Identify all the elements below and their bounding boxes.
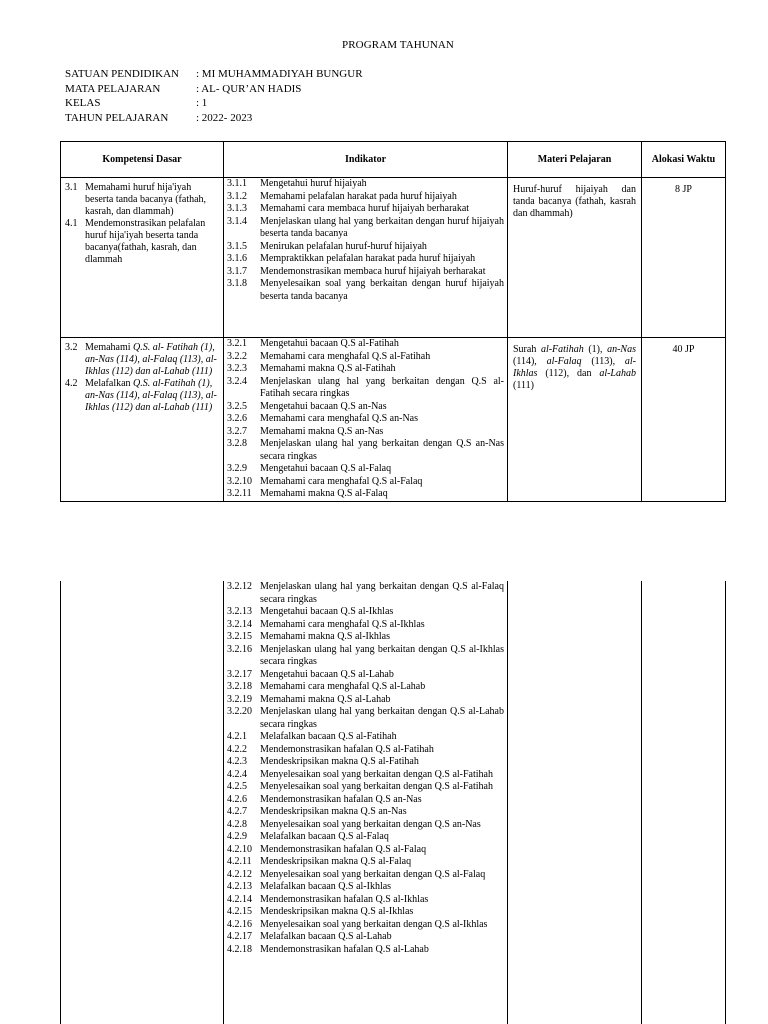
info-value: : 1 (196, 97, 208, 109)
indikator-item (227, 351, 504, 364)
indikator-number: 3.1.5 (227, 240, 247, 252)
info-label: MATA PELAJARAN (65, 82, 161, 95)
table-row (61, 581, 726, 1024)
indikator-text: Mendeskripsikan makna Q.S al-Fatihah (260, 756, 419, 767)
indikator-text: Memahami makna Q.S al-Falaq (260, 488, 388, 499)
indikator-item (227, 488, 504, 501)
materi-cell (508, 338, 642, 502)
kd-text: Memahami Q.S. al- Fatihah (1), an-Nas (114), al-Falaq (113), al-Ikhlas (112) dan al-Lahab (111) (85, 342, 217, 377)
indikator-item (227, 216, 504, 241)
indikator-text: Menyelesaikan soal yang berkaitan dengan huruf hijaiyah beserta tanda bacanya (260, 278, 504, 302)
info-label: SATUAN PENDIDIKAN (65, 68, 179, 80)
indikator-number: 3.1.8 (227, 278, 247, 289)
indikator-number: 4.2.13 (227, 881, 252, 892)
indikator-number: 3.2.19 (227, 693, 252, 705)
indikator-number: 3.2.1 (227, 338, 247, 349)
indikator-item (227, 438, 504, 463)
indikator-item (227, 906, 504, 919)
indikator-item (227, 731, 504, 744)
indikator-text: Mendeskripsikan makna Q.S al-Ikhlas (260, 906, 414, 917)
indikator-cell (224, 581, 508, 1024)
header-materi: Materi Pelajaran (508, 142, 642, 178)
indikator-number: 3.1.2 (227, 190, 247, 202)
alokasi-cell (642, 581, 726, 1024)
indikator-number: 4.2.18 (227, 943, 252, 955)
indikator-item (227, 706, 504, 731)
indikator-text: Memahami makna Q.S al-Ikhlas (260, 631, 390, 642)
document-title: PROGRAM TAHUNAN (342, 39, 454, 51)
kd-item (65, 218, 217, 266)
materi-text: Surah al-Fatihah (1), an-Nas (114), al-Falaq (113), al-Ikhlas (112), dan al-Lahab (111) (513, 344, 636, 391)
indikator-number: 3.2.7 (227, 425, 247, 437)
indikator-number: 3.2.12 (227, 581, 252, 592)
kd-item (65, 378, 217, 414)
kd-text: Melafalkan Q.S. al-Fatihah (1), an-Nas (114), al-Falaq (113), al-Ikhlas (112) dan al-Lahab (111) (85, 378, 217, 413)
indikator-number: 4.2.17 (227, 931, 252, 942)
indikator-number: 4.2.12 (227, 868, 252, 880)
indikator-number: 3.2.17 (227, 668, 252, 680)
indikator-number: 4.2.8 (227, 818, 247, 830)
indikator-item (227, 831, 504, 844)
indikator-text: Mengetahui bacaan Q.S al-Falaq (260, 463, 392, 474)
indikator-text: Mengetahui bacaan Q.S al-Lahab (260, 668, 394, 680)
indikator-text: Mengetahui bacaan Q.S al-Fatihah (260, 338, 399, 349)
indikator-number: 3.1.6 (227, 253, 247, 264)
kd-cell (61, 178, 224, 338)
indikator-text: Mempraktikkan pelafalan harakat pada huruf hijaiyah (260, 253, 476, 264)
indikator-cell (224, 178, 508, 338)
indikator-text: Memahami cara menghafal Q.S al-Falaq (260, 475, 423, 487)
indikator-number: 3.2.6 (227, 413, 247, 424)
indikator-number: 4.2.6 (227, 793, 247, 805)
indikator-number: 4.2.5 (227, 781, 247, 792)
indikator-text: Mendeskripsikan makna Q.S al-Falaq (260, 856, 412, 867)
indikator-text: Memahami makna Q.S al-Fatihah (260, 363, 396, 374)
indikator-number: 4.2.10 (227, 843, 252, 855)
kd-number: 3.1 (65, 182, 78, 193)
indikator-item (227, 931, 504, 944)
kd-text: Memahami huruf hija'iyah beserta tanda bacanya (fathah, kasrah, dan dlammah) (85, 182, 207, 217)
kd-number: 4.1 (65, 218, 78, 229)
indikator-number: 4.2.9 (227, 831, 247, 842)
indikator-item (227, 266, 504, 279)
indikator-number: 3.2.14 (227, 618, 252, 630)
indikator-number: 3.2.11 (227, 488, 252, 499)
indikator-text: Menjelaskan ulang hal yang berkaitan dengan Q.S an-Nas secara ringkas (260, 438, 504, 462)
alokasi-cell (642, 178, 726, 338)
indikator-text: Menjelaskan ulang hal yang berkaitan dengan Q.S al-Fatihah secara ringkas (260, 375, 504, 399)
indikator-number: 4.2.15 (227, 906, 252, 917)
indikator-item (227, 413, 504, 426)
indikator-number: 3.2.2 (227, 350, 247, 362)
indikator-text: Menjelaskan ulang hal yang berkaitan dengan Q.S al-Falaq secara ringkas (260, 581, 504, 605)
indikator-cell (224, 338, 508, 502)
indikator-number: 3.2.9 (227, 463, 247, 474)
program-table (60, 141, 726, 502)
kd-number: 3.2 (65, 342, 78, 353)
indikator-item (227, 769, 504, 782)
indikator-item (227, 191, 504, 204)
indikator-number: 3.1.4 (227, 215, 247, 227)
info-value: : MI MUHAMMADIYAH BUNGUR (196, 68, 363, 80)
indikator-item (227, 463, 504, 476)
indikator-item (227, 338, 504, 351)
indikator-number: 3.2.13 (227, 606, 252, 617)
indikator-item (227, 631, 504, 644)
indikator-number: 3.2.3 (227, 363, 247, 374)
materi-cell (508, 581, 642, 1024)
indikator-number: 3.2.16 (227, 643, 252, 655)
indikator-item (227, 363, 504, 376)
indikator-number: 4.2.11 (227, 856, 252, 867)
alokasi-cell (642, 338, 726, 502)
indikator-item (227, 744, 504, 757)
indikator-item (227, 794, 504, 807)
indikator-number: 3.2.8 (227, 438, 247, 449)
indikator-number: 3.1.1 (227, 178, 247, 189)
table-row (61, 338, 726, 502)
indikator-item (227, 178, 504, 191)
indikator-item (227, 756, 504, 769)
indikator-text: Memahami pelafalan harakat pada huruf hijaiyah (260, 190, 457, 202)
indikator-text: Menjelaskan ulang hal yang berkaitan dengan Q.S al-Ikhlas secara ringkas (260, 643, 504, 667)
indikator-text: Mendemonstrasikan hafalan Q.S al-Falaq (260, 843, 427, 855)
indikator-text: Memahami cara menghafal Q.S al-Lahab (260, 681, 426, 692)
indikator-item (227, 781, 504, 794)
header-indikator: Indikator (224, 142, 508, 178)
indikator-text: Melafalkan bacaan Q.S al-Falaq (260, 831, 389, 842)
indikator-text: Menirukan pelafalan huruf-huruf hijaiyah (260, 240, 427, 252)
indikator-text: Menjelaskan ulang hal yang berkaitan dengan Q.S al-Lahab secara ringkas (260, 706, 504, 730)
indikator-text: Mendemonstrasikan membaca huruf hijaiyah berharakat (260, 265, 486, 277)
kd-text: Mendemonstrasikan pelafalan huruf hija'iyah beserta tanda bacanya(fathah, kasrah, dan dlammah (85, 218, 206, 265)
indikator-text: Menyelesaikan soal yang berkaitan dengan Q.S al-Fatihah (260, 768, 493, 780)
indikator-number: 4.2.1 (227, 731, 247, 742)
indikator-item (227, 894, 504, 907)
indikator-item (227, 241, 504, 254)
info-label: TAHUN PELAJARAN (65, 111, 169, 124)
indikator-item (227, 619, 504, 632)
indikator-item (227, 426, 504, 439)
kd-cell (61, 338, 224, 502)
indikator-number: 3.2.20 (227, 706, 252, 717)
kd-item (65, 182, 217, 218)
indikator-number: 4.2.16 (227, 918, 252, 930)
indikator-text: Mendemonstrasikan hafalan Q.S al-Ikhlas (260, 893, 429, 905)
indikator-text: Memahami cara menghafal Q.S al-Ikhlas (260, 618, 425, 630)
kd-item (65, 342, 217, 378)
info-value: : 2022- 2023 (196, 111, 253, 124)
indikator-item (227, 881, 504, 894)
program-table-continued (60, 581, 726, 1024)
indikator-number: 3.2.5 (227, 400, 247, 412)
indikator-item (227, 806, 504, 819)
indikator-number: 3.1.3 (227, 203, 247, 214)
indikator-item (227, 681, 504, 694)
indikator-item (227, 694, 504, 707)
indikator-item (227, 376, 504, 401)
indikator-text: Memahami cara menghafal Q.S an-Nas (260, 413, 418, 424)
table-header-row (61, 142, 726, 178)
indikator-text: Melafalkan bacaan Q.S al-Fatihah (260, 731, 397, 742)
kd-cell (61, 581, 224, 1024)
indikator-item (227, 644, 504, 669)
header-kompetensi-dasar: Kompetensi Dasar (61, 142, 224, 178)
indikator-text: Mendemonstrasikan hafalan Q.S al-Fatihah (260, 743, 434, 755)
indikator-text: Melafalkan bacaan Q.S al-Ikhlas (260, 881, 392, 892)
indikator-number: 3.1.7 (227, 265, 247, 277)
indikator-text: Mendemonstrasikan hafalan Q.S al-Lahab (260, 943, 429, 955)
indikator-text: Mengetahui bacaan Q.S an-Nas (260, 400, 387, 412)
alokasi-value: 8 JP (675, 184, 692, 195)
header-alokasi: Alokasi Waktu (642, 142, 726, 178)
table-row (61, 178, 726, 338)
indikator-text: Mengetahui huruf hijaiyah (260, 178, 367, 189)
indikator-item (227, 669, 504, 682)
indikator-item (227, 869, 504, 882)
indikator-text: Menyelesaikan soal yang berkaitan dengan Q.S al-Fatihah (260, 781, 493, 792)
indikator-item (227, 844, 504, 857)
kd-number: 4.2 (65, 378, 78, 389)
indikator-number: 3.2.10 (227, 475, 252, 487)
alokasi-value: 40 JP (672, 344, 695, 355)
indikator-text: Menyelesaikan soal yang berkaitan dengan Q.S an-Nas (260, 818, 481, 830)
indikator-item (227, 944, 504, 957)
indikator-number: 4.2.7 (227, 806, 247, 817)
info-label: KELAS (65, 97, 101, 109)
indikator-number: 4.2.14 (227, 893, 252, 905)
info-value: : AL- QUR’AN HADIS (196, 82, 302, 95)
indikator-item (227, 581, 504, 606)
indikator-item (227, 253, 504, 266)
indikator-item (227, 203, 504, 216)
indikator-item (227, 856, 504, 869)
indikator-text: Mendeskripsikan makna Q.S an-Nas (260, 806, 407, 817)
indikator-number: 4.2.4 (227, 768, 247, 780)
indikator-item (227, 919, 504, 932)
indikator-text: Menjelaskan ulang hal yang berkaitan dengan huruf hijaiyah beserta tanda bacanya (260, 215, 504, 239)
indikator-text: Memahami cara membaca huruf hijaiyah berharakat (260, 203, 470, 214)
indikator-item (227, 819, 504, 832)
indikator-item (227, 476, 504, 489)
indikator-text: Menyelesaikan soal yang berkaitan dengan Q.S al-Falaq (260, 868, 486, 880)
materi-cell (508, 178, 642, 338)
indikator-number: 3.2.4 (227, 375, 247, 387)
indikator-item (227, 606, 504, 619)
indikator-text: Melafalkan bacaan Q.S al-Lahab (260, 931, 392, 942)
materi-text: Huruf-huruf hijaiyah dan tanda bacanya (fathah, kasrah dan dhammah) (513, 184, 636, 219)
indikator-item (227, 278, 504, 303)
indikator-text: Memahami makna Q.S an-Nas (260, 425, 384, 437)
indikator-text: Memahami cara menghafal Q.S al-Fatihah (260, 350, 431, 362)
indikator-text: Mengetahui bacaan Q.S al-Ikhlas (260, 606, 394, 617)
indikator-text: Memahami makna Q.S al-Lahab (260, 693, 391, 705)
indikator-number: 3.2.15 (227, 631, 252, 642)
indikator-item (227, 401, 504, 414)
indikator-number: 4.2.3 (227, 756, 247, 767)
indikator-text: Mendemonstrasikan hafalan Q.S an-Nas (260, 793, 422, 805)
indikator-text: Menyelesaikan soal yang berkaitan dengan Q.S al-Ikhlas (260, 918, 488, 930)
indikator-number: 4.2.2 (227, 743, 247, 755)
indikator-number: 3.2.18 (227, 681, 252, 692)
